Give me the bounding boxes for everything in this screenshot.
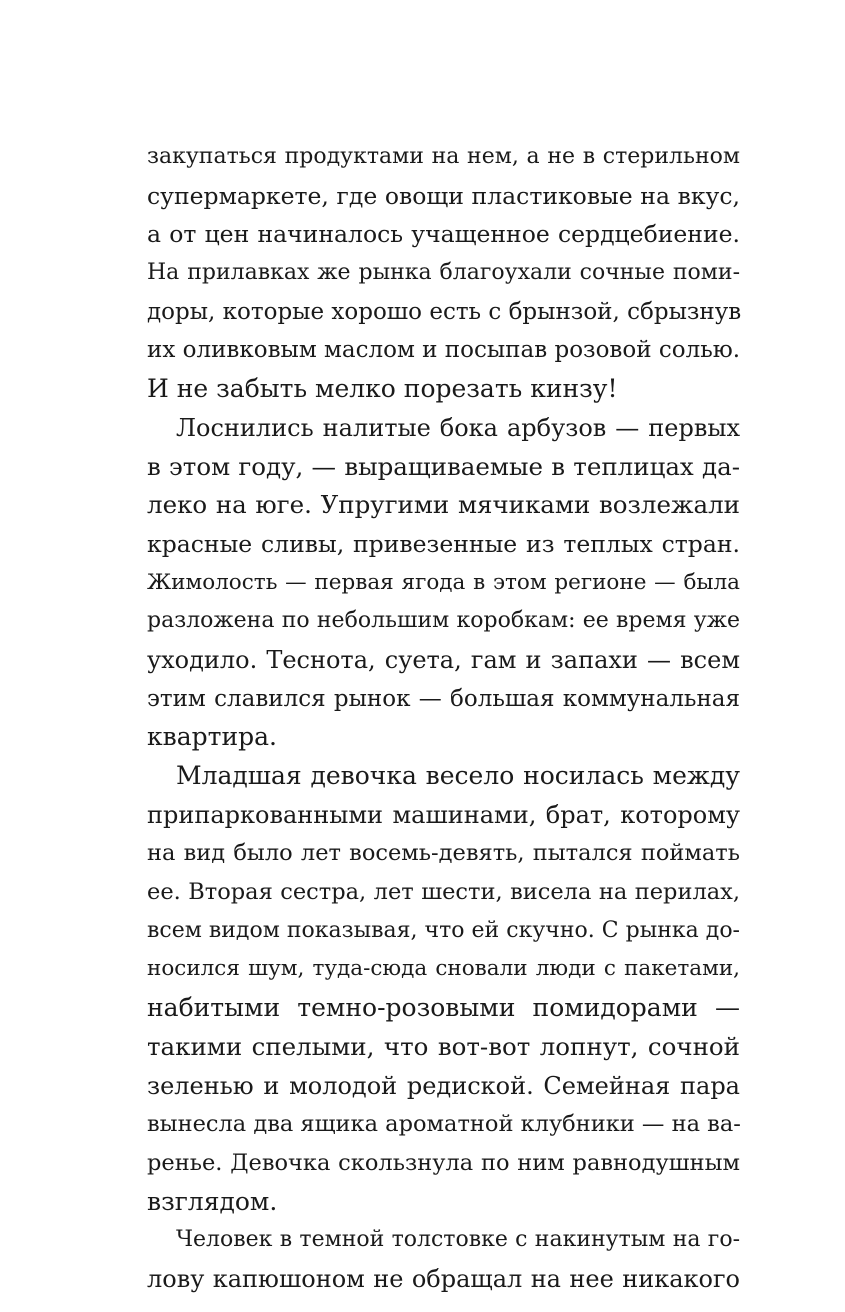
text-line: разложена по небольшим коробкам: ее время уже — [147, 608, 740, 634]
text-line: Лоснились налитые бока арбузов — первых — [176, 413, 740, 442]
text-line: такими спелыми, что вот-вот лопнут, сочной — [147, 1031, 740, 1061]
text-line: И не забыть мелко порезать кинзу! — [147, 374, 618, 404]
paragraph — [147, 757, 740, 1221]
text-line: всем видом показывая, что ей скучно. С рынка до- — [147, 917, 740, 943]
paragraph — [147, 409, 740, 757]
text-line: красные сливы, привезенные из теплых стран. — [147, 529, 740, 558]
text-line: зеленью и молодой редиской. Семейная пара — [147, 1071, 740, 1100]
body-text — [147, 138, 740, 1299]
text-line: квартира. — [147, 722, 277, 752]
text-line: Младшая девочка весело носилась между — [176, 761, 740, 790]
text-line: ренье. Девочка скользнула по ним равнодушным — [147, 1149, 740, 1176]
text-line: На прилавках же рынка благоухали сочные поми- — [147, 260, 740, 286]
text-line: этим славился рынок — большая коммунальная — [147, 685, 740, 712]
text-line: лову капюшоном не обращал на нее никакого — [147, 1264, 740, 1293]
text-line: припаркованными машинами, брат, которому — [147, 800, 740, 829]
text-line: леко на юге. Упругими мячиками возлежали — [147, 490, 740, 520]
text-line: их оливковым маслом и посыпав розовой солью. — [147, 337, 741, 364]
text-line: супермаркете, где овощи пластиковые на вкус, — [147, 181, 740, 210]
text-line: на вид было лет восемь-девять, пытался поймать — [147, 840, 740, 867]
text-line: доры, которые хорошо есть с брынзой, сбрызнув — [147, 298, 742, 325]
text-line: в этом году, — выращиваемые в теплицах да- — [147, 451, 740, 481]
text-line: вынесла два ящика ароматной клубники — на ва- — [147, 1111, 741, 1138]
text-line: закупаться продуктами на нем, а не в стерильном — [147, 144, 740, 169]
text-line: Человек в темной толстовке с накинутым на го- — [176, 1227, 740, 1253]
text-line: уходило. Теснота, суета, гам и запахи — всем — [147, 645, 740, 674]
paragraph — [147, 1221, 740, 1298]
text-line: а от цен начиналось учащенное сердцебиение. — [147, 220, 740, 249]
text-line: взглядом. — [147, 1186, 278, 1216]
text-line: Жимолость — первая ягода в этом регионе — была — [147, 569, 740, 595]
text-line: носился шум, туда-сюда сновали люди с пакетами, — [147, 956, 740, 982]
text-line: ее. Вторая сестра, лет шести, висела на перилах, — [147, 879, 740, 906]
text-line: набитыми темно-розовыми помидорами — — [147, 993, 740, 1023]
paragraph — [147, 138, 740, 409]
